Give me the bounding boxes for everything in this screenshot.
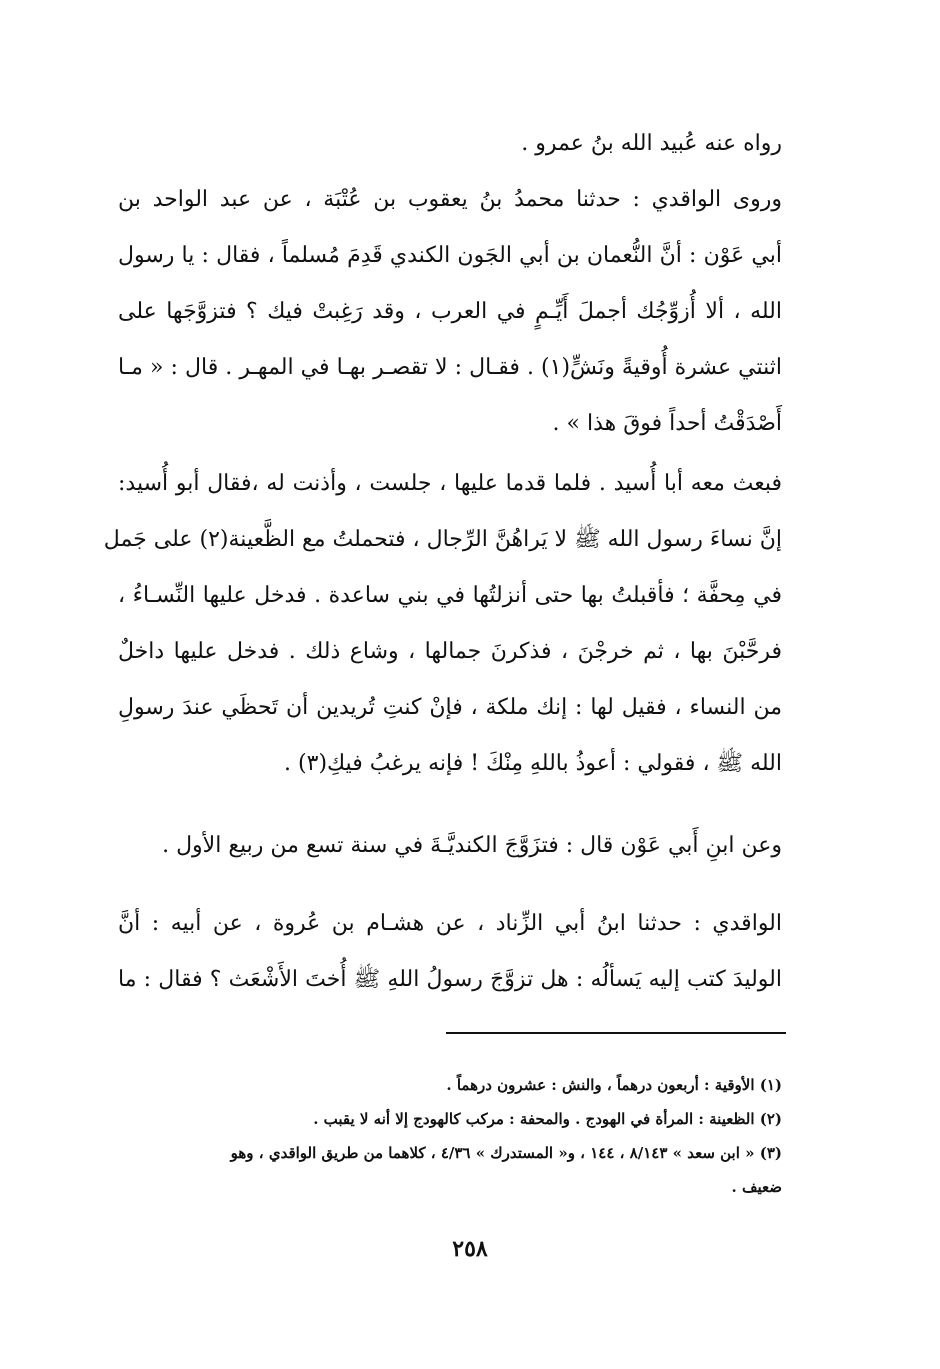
text-line: الله ، ألا أُزوِّجُك أجملَ أَيِّـمٍ في العرب ، وقد رَغِبتْ فيك ؟ فتزوَّجَها على <box>118 299 782 324</box>
footnote-1: (١) الأوقية : أربعون درهماً ، والنش : عشرون درهماً . <box>446 1076 782 1094</box>
text-line: وروى الواقدي : حدثنا محمدُ بنُ يعقوب بن عُتْبَة ، عن عبد الواحد بن <box>118 187 782 212</box>
text-line: في مِحفَّة ؛ فأقبلتُ بها حتى أنزلتُها في بني ساعدة . فدخل عليها النِّسـاءُ ، <box>118 583 782 608</box>
text-line: الله ﷺ ، فقولي : أعوذُ باللهِ مِنْكَ ! فإنه يرغبُ فيكِ(٣) . <box>284 751 782 776</box>
footnote-separator <box>446 1032 786 1034</box>
paragraph-1 <box>118 116 782 172</box>
text-line: إنَّ نساءَ رسول الله ﷺ لا يَراهُنَّ الرِّجال ، فتحملتُ مع الظَّعينة(٢) على جَمل <box>103 527 782 552</box>
text-line: فرحَّبْنَ بها ، ثم خرجْنَ ، فذكرنَ جمالها ، وشاع ذلك . فدخل عليها داخلٌ <box>118 639 782 664</box>
paragraph-3 <box>103 456 782 792</box>
text-line: اثنتي عشرة أُوقيةً ونَشٍّ(١) . فقـال : لا تقصـر بهـا في المهـر . قال : « مـا <box>118 355 783 380</box>
paragraph-2 <box>118 172 782 452</box>
paragraph-4 <box>118 818 782 874</box>
footnotes <box>150 1068 782 1204</box>
footnote-3-continued: ضعيف . <box>731 1178 782 1196</box>
text-line: أبي عَوْن : أنَّ النُّعمان بن أبي الجَون الكندي قَدِمَ مُسلماً ، فقال : يا رسول <box>118 243 782 268</box>
page-number: ٢٥٨ <box>452 1236 488 1262</box>
paragraph-5 <box>118 896 782 1008</box>
text-line: فبعث معه أبا أُسيد . فلما قدما عليها ، جلست ، وأذنت له ،فقال أبو أُسيد: <box>118 471 782 496</box>
text-line: من النساء ، فقيل لها : إنك ملكة ، فإنْ كنتِ تُريدين أن تَحظَي عندَ رسولِ <box>118 695 782 720</box>
text-line: الوليدَ كتب إليه يَسألُه : هل تزوَّجَ رسولُ اللهِ ﷺ أُختَ الأَشْعَث ؟ فقال : ما <box>118 967 782 992</box>
text-line: أَصْدَقْتُ أحداً فوقَ هذا » . <box>552 411 782 436</box>
text-line: رواه عنه عُبيد الله بنُ عمرو . <box>521 131 782 156</box>
footnote-2: (٢) الظعينة : المرأة في الهودج . والمحفة : مركب كالهودج إلا أنه لا يقبب . <box>313 1110 782 1128</box>
footnote-3: (٣) « ابن سعد » ٨/١٤٣ ، ١٤٤ ، و« المستدرك » ٤/٣٦ ، كلاهما من طريق الواقدي ، وهو <box>230 1144 782 1162</box>
text-line: وعن ابنِ أَبي عَوْن قال : فتزَوَّجَ الكنديَّـةَ في سنة تسع من ربيع الأول . <box>162 833 782 858</box>
text-line: الواقدي : حدثنا ابنُ أبي الزِّناد ، عن هشـام بن عُروة ، عن أبيه : أنَّ <box>118 911 782 936</box>
